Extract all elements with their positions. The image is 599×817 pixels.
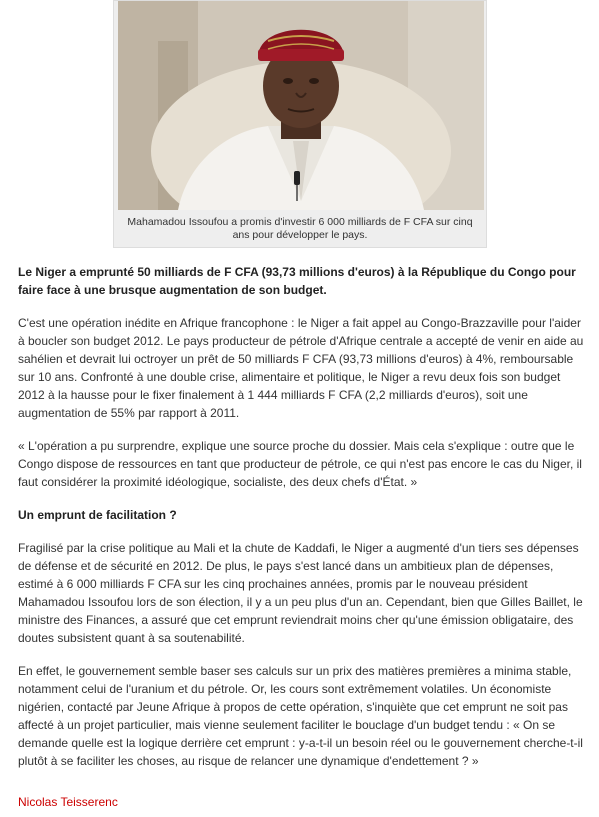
article-paragraph: En effet, le gouvernement semble baser ses calculs sur un prix des matières premières a minima stable, notamment celui de l'uranium et du pétrole. Or, les cours sont extrêmement volatiles. Un économiste nigérien, contacté par Jeune Afrique à propos de cette opération, s'inquiète que cet emprunt ne soit pas affecté à un projet particulier, mais vienne seulement faciliter le bouclage d'un budget tendu : « On se demande quelle est la logique derrière cet emprunt : y-a-t-il un besoin réel ou le gouvernement cherche-t-il plutôt à se faciliter les choses, au risque de relancer une dynamique d'endettement ? »: [18, 664, 583, 768]
article-body: [18, 263, 586, 785]
article-paragraph: C'est une opération inédite en Afrique francophone : le Niger a fait appel au Congo-Brazzaville pour l'aider à boucler son budget 2012. Le pays producteur de pétrole d'Afrique centrale a accepté de venir en aide au sahélien et devrait lui octroyer un prêt de 50 milliards F CFA (93,73 millions d'euros) à 4%, remboursable sur 10 ans. Confronté à une double crise, alimentaire et politique, le Niger a revu deux fois son budget 2012 à la hausse pour le fixer finalement à 1 444 milliards F CFA (2,2 milliards d'euros), soit une augmentation de 55% par rapport à 2011.: [18, 316, 584, 420]
photo-caption: Mahamadou Issoufou a promis d'investir 6 000 milliards de F CFA sur cinq ans pour développer le pays.: [127, 216, 473, 241]
photo-figure: [113, 0, 487, 248]
portrait-photo: [118, 1, 484, 210]
author-link[interactable]: Nicolas Teisserenc: [18, 795, 118, 809]
article-subheading: Un emprunt de facilitation ?: [18, 508, 177, 522]
article-lead: Le Niger a emprunté 50 milliards de F CFA (93,73 millions d'euros) à la République du Congo pour faire face à une brusque augmentation de son budget.: [18, 265, 576, 297]
article-paragraph: « L'opération a pu surprendre, explique une source proche du dossier. Mais cela s'explique : outre que le Congo dispose de ressources en tant que producteur de pétrole, ce qui n'est pas encore le cas du Niger, il faut considérer la proximité idéologique, socialiste, des deux chefs d'État. »: [18, 439, 582, 489]
article-paragraph: Fragilisé par la crise politique au Mali et la chute de Kaddafi, le Niger a augmenté d'un tiers ses dépenses de défense et de sécurité en 2012. De plus, le pays s'est lancé dans un ambitieux plan de dépenses, estimé à 6 000 milliards F CFA sur les cinq prochaines années, promis par le nouveau président Mahamadou Issoufou lors de son élection, il y a un peu plus d'un an. Cependant, bien que Gilles Baillet, le ministre des Finances, a assuré que cet emprunt reviendrait moins cher qu'une émission obligataire, des doutes subsistent quant à sa soutenabilité.: [18, 541, 583, 645]
